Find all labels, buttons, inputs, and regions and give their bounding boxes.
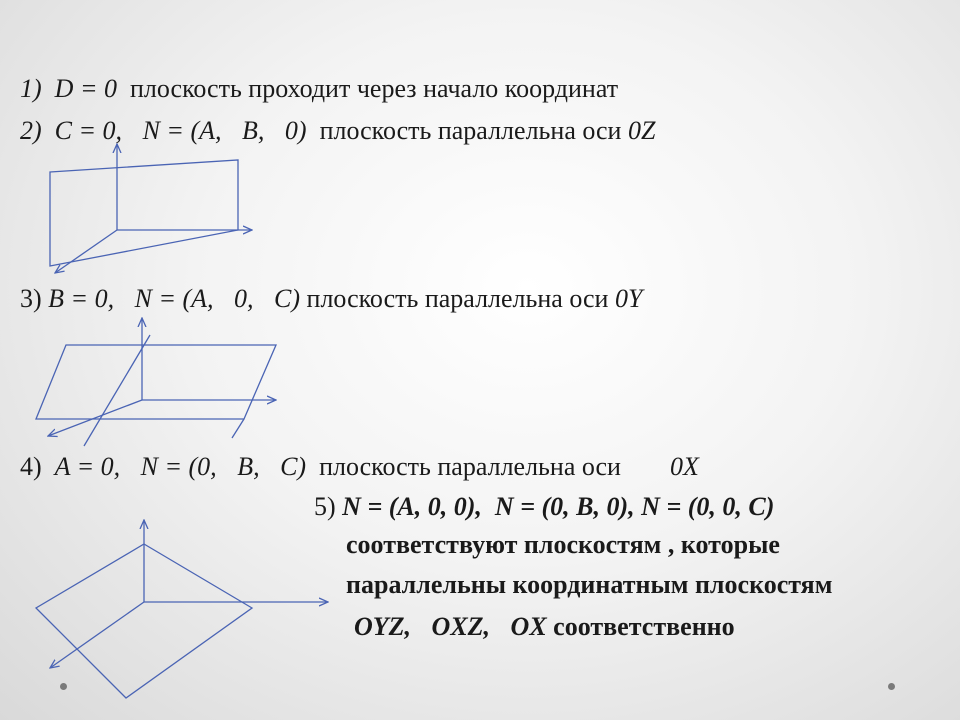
plane-2-extension	[232, 419, 244, 438]
item-2-eq-zero: 0)	[284, 116, 307, 145]
diagram-parallel-oy	[36, 318, 276, 446]
item-5-tail: соответственно	[553, 612, 735, 641]
corner-dot-right	[888, 683, 895, 690]
item-4-eq-b: B,	[237, 452, 260, 481]
item-5-plane-ox: OX	[510, 612, 547, 641]
item-2-eq-n: N = (A,	[142, 116, 222, 145]
item-4-axis: 0X	[669, 452, 699, 481]
axis-x-1	[55, 230, 117, 273]
item-2-axis: 0Z	[627, 116, 656, 145]
item-3-eq-c: C)	[274, 284, 301, 313]
item-5-line-3: параллельны координатным плоскостям	[346, 570, 833, 599]
diagram-parallel-ox	[36, 520, 328, 698]
item-3-eq-zero: 0,	[234, 284, 254, 313]
item-5-plane-oxz: OXZ,	[431, 612, 491, 641]
item-1-number: 1)	[20, 74, 42, 103]
item-2-eq-b: B,	[242, 116, 265, 145]
plane-1	[50, 160, 238, 266]
item-2-number: 2)	[20, 116, 42, 145]
item-5-eq-2: N = (0, B, 0),	[494, 492, 635, 521]
item-1-text: плоскость проходит через начало координат	[130, 74, 619, 103]
item-4-eq-a: A = 0,	[54, 452, 121, 481]
item-4-eq-n: N = (0,	[140, 452, 217, 481]
vertical-edge-2	[84, 335, 150, 446]
item-4-text: плоскость параллельна оси	[319, 452, 621, 481]
diagram-parallel-oz	[50, 144, 252, 273]
plane-2	[36, 345, 276, 419]
item-3-axis: 0Y	[614, 284, 643, 313]
item-4-eq-c: C)	[280, 452, 307, 481]
item-4-number: 4)	[20, 452, 42, 481]
item-5-eq-3: N = (0, 0, C)	[641, 492, 775, 521]
item-3-eq-n: N = (A,	[134, 284, 214, 313]
item-5-plane-oyz: OYZ,	[354, 612, 412, 641]
item-3-eq-b: B = 0,	[48, 284, 115, 313]
axis-x-3	[50, 602, 144, 668]
item-3-number: 3)	[20, 284, 42, 313]
item-5-eq-1: N = (A, 0, 0),	[342, 492, 482, 521]
item-2-eq-c: C = 0,	[54, 116, 123, 145]
item-2-text: плоскость параллельна оси	[319, 116, 622, 145]
axis-x-2	[48, 400, 142, 436]
item-5-line-2: соответствуют плоскостям , которые	[346, 530, 780, 559]
item-1-equation: D = 0	[54, 74, 117, 103]
item-5-number: 5)	[314, 492, 336, 521]
corner-dot-left	[60, 683, 67, 690]
item-3-text: плоскость параллельна оси	[306, 284, 609, 313]
